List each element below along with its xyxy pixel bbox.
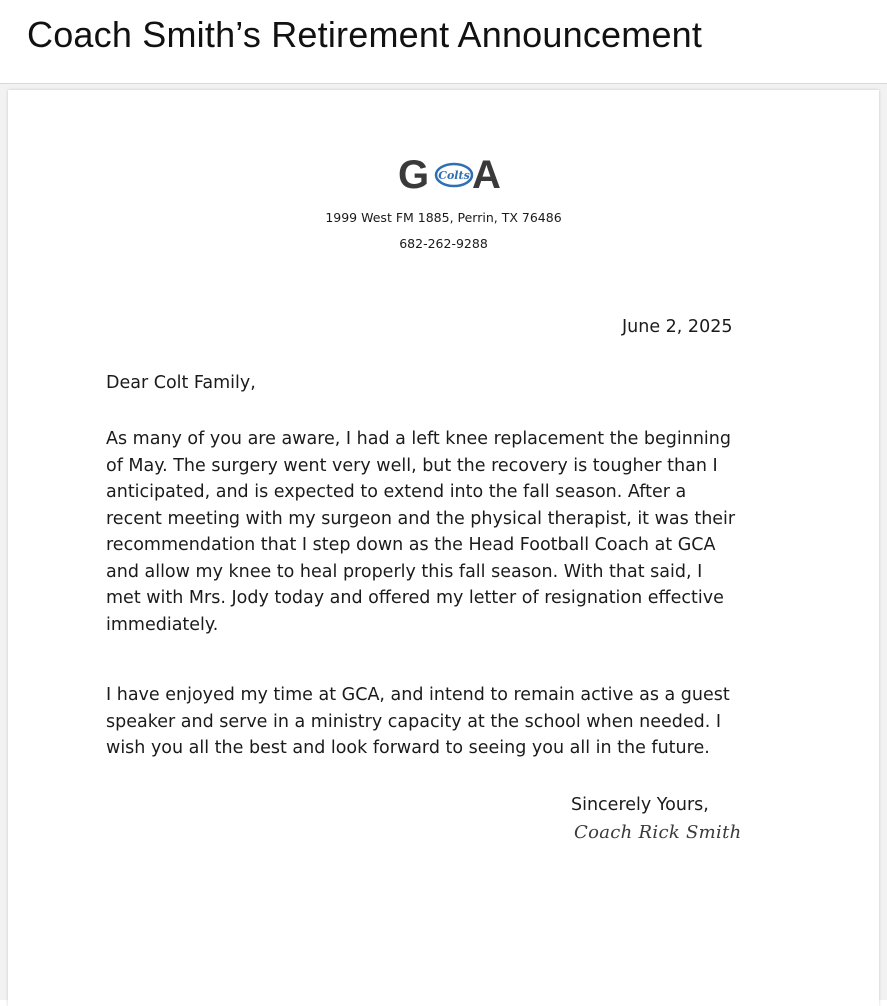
- logo-script-text: Colts: [438, 169, 470, 182]
- paragraph-line: I have enjoyed my time at GCA, and intend to remain active as a guest: [106, 685, 730, 705]
- paragraph-line: anticipated, and is expected to extend into the fall season. After a: [106, 482, 687, 502]
- paragraph-line: recommendation that I step down as the Head Football Coach at GCA: [106, 535, 716, 555]
- post-header: [0, 0, 887, 84]
- letterhead-address: 1999 West FM 1885, Perrin, TX 76486: [325, 210, 562, 225]
- signature: Coach Rick Smith: [574, 822, 742, 843]
- page-title: Coach Smith’s Retirement Announcement: [27, 14, 703, 55]
- paragraph-line: met with Mrs. Jody today and offered my letter of resignation effective: [106, 588, 724, 608]
- body-paragraph-2: [106, 682, 806, 762]
- paragraph-line: and allow my knee to heal properly this fall season. With that said, I: [106, 561, 703, 582]
- letterhead-phone: 682-262-9288: [399, 236, 488, 251]
- paragraph-line: As many of you are aware, I had a left knee replacement the beginning: [106, 429, 731, 449]
- paragraph-line: speaker and serve in a ministry capacity at the school when needed. I: [106, 711, 722, 732]
- paragraph-line: of May. The surgery went very well, but the recovery is tougher than I: [106, 455, 718, 476]
- salutation: Dear Colt Family,: [106, 373, 256, 393]
- svg-text:A: A: [472, 153, 501, 197]
- paragraph-line: recent meeting with my surgeon and the physical therapist, it was their: [106, 508, 736, 529]
- body-paragraph-1: [106, 426, 806, 638]
- closing: Sincerely Yours,: [571, 795, 709, 815]
- letter-page: [8, 90, 879, 1006]
- svg-text:G: G: [398, 153, 430, 197]
- document-frame: [0, 84, 887, 1000]
- letter-date: June 2, 2025: [622, 317, 733, 337]
- paragraph-line: immediately.: [106, 614, 219, 635]
- paragraph-line: wish you all the best and look forward to seeing you all in the future.: [106, 738, 710, 758]
- gca-logo: [394, 150, 514, 200]
